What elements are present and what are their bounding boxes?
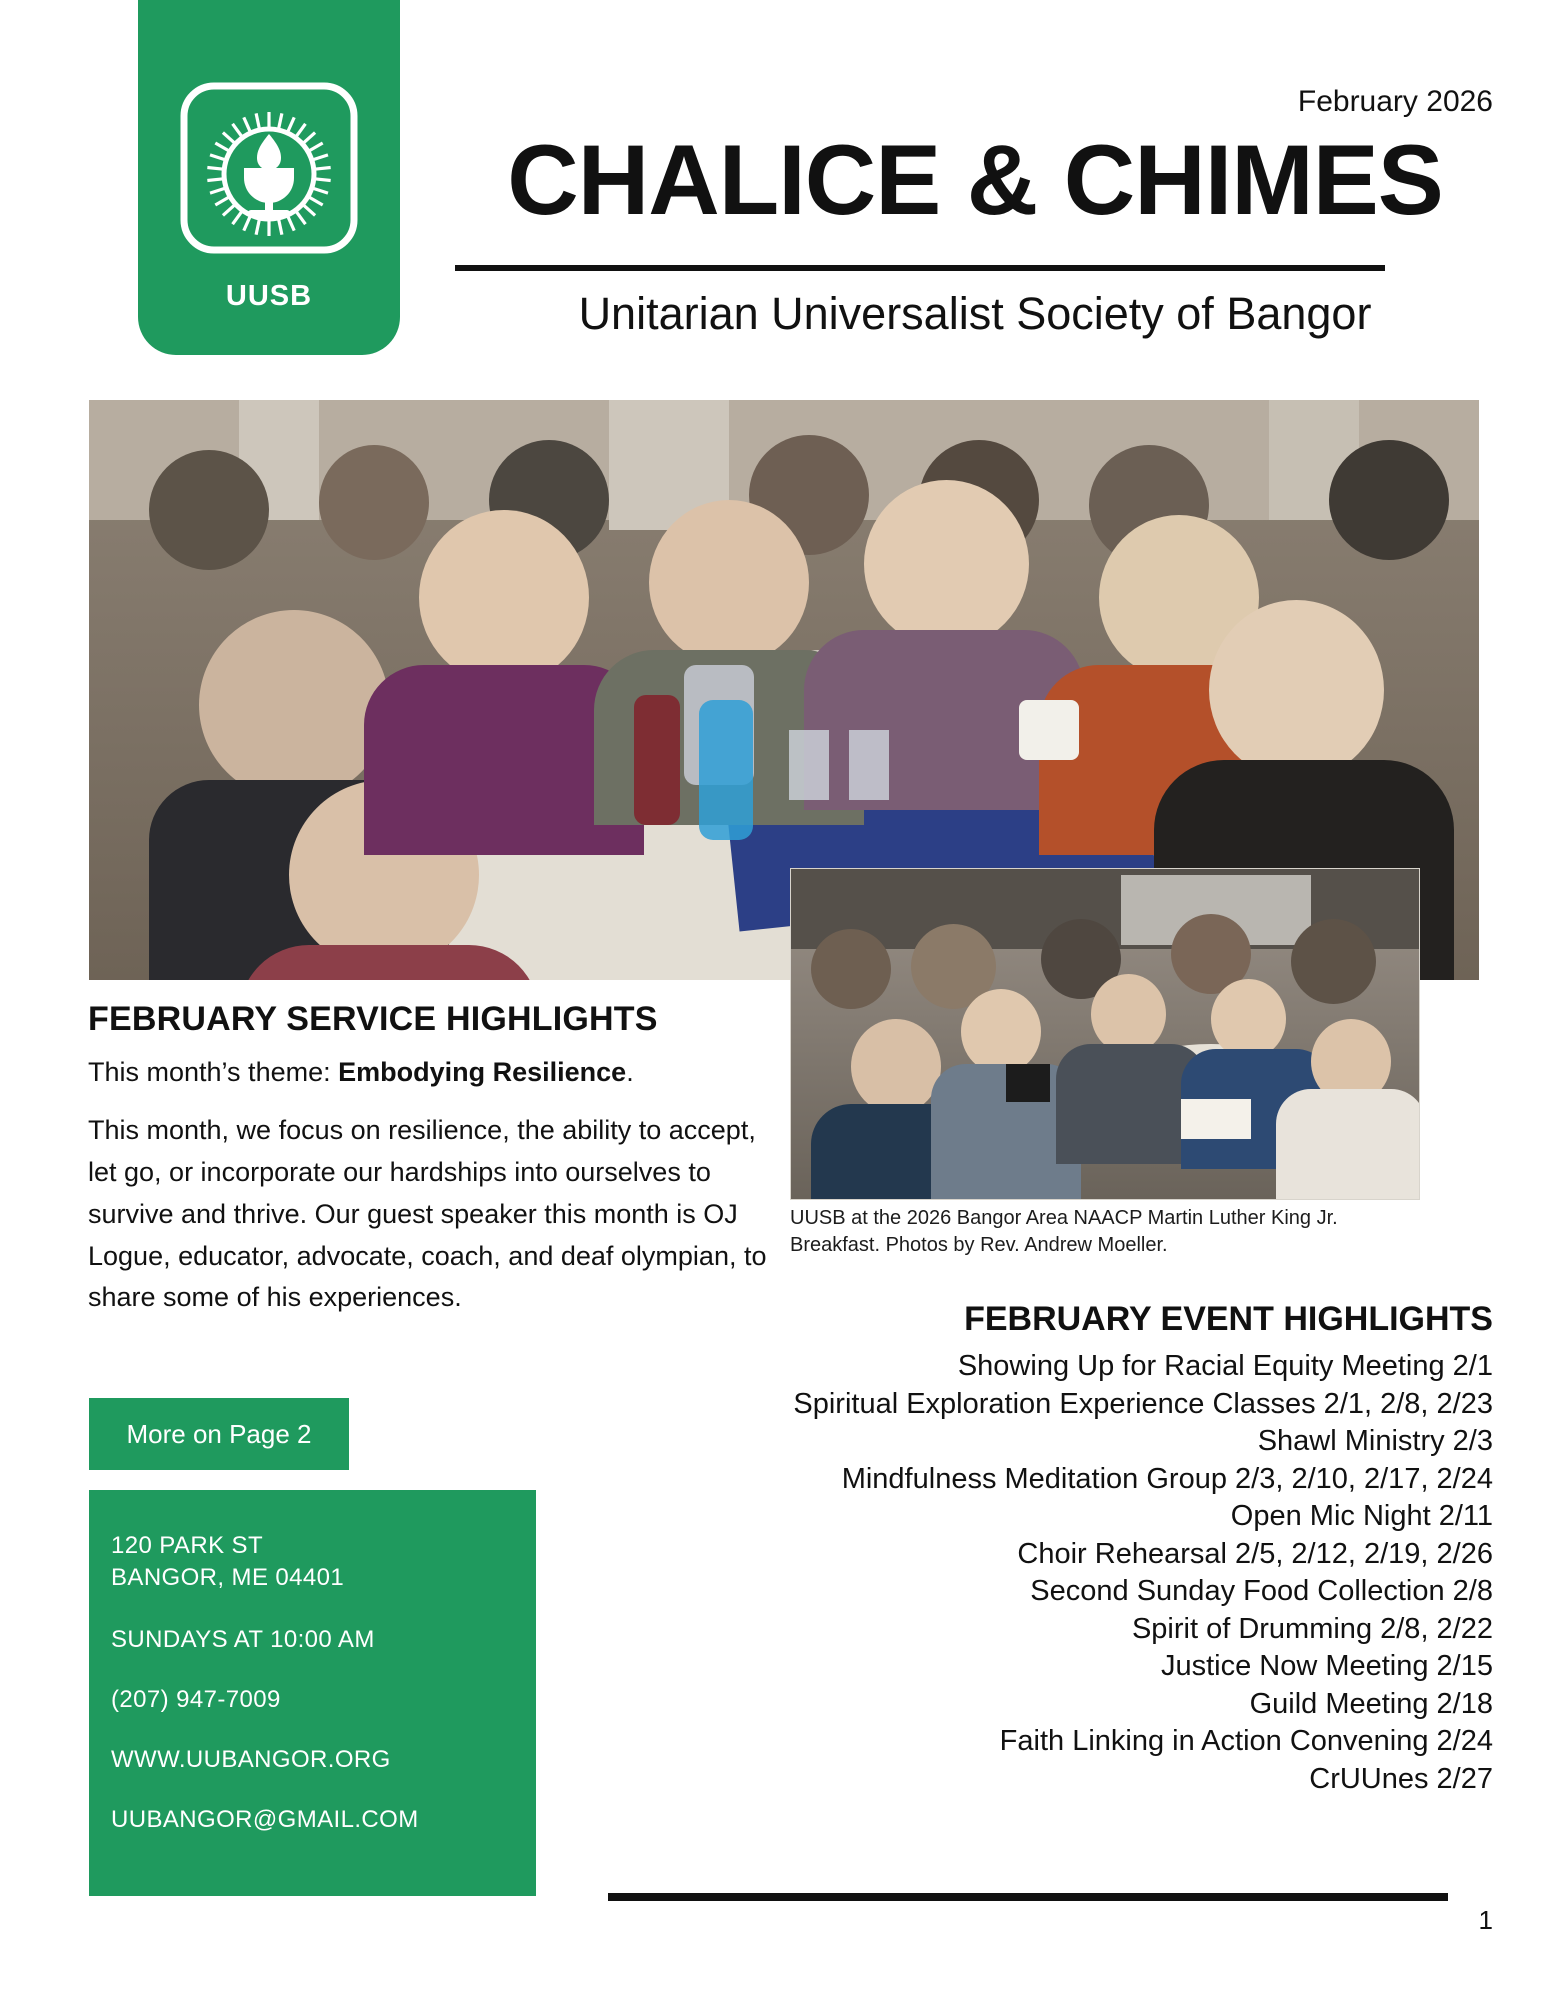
service-theme-prefix: This month’s theme:	[88, 1057, 339, 1087]
service-theme-suffix: .	[626, 1057, 634, 1087]
contact-address-line1: 120 PARK ST	[111, 1532, 264, 1559]
service-body-text: This month, we focus on resilience, the ability to accept, let go, or incorporate our hardships into ourselves to survive and thrive. Our guest speaker this month is OJ Logue, educator, advocate, coach, and deaf olympian, to share some of his experiences.	[88, 1115, 767, 1313]
list-item: Spirit of Drumming 2/8, 2/22	[1131, 1612, 1493, 1645]
list-item: Open Mic Night 2/11	[1230, 1500, 1493, 1533]
contact-phone[interactable]: (207) 947-7009	[111, 1686, 281, 1713]
list-item: Justice Now Meeting 2/15	[1160, 1650, 1493, 1683]
list-item: CrUUnes 2/27	[1309, 1763, 1493, 1796]
service-theme-name: Embodying Resilience	[338, 1057, 627, 1087]
contact-info-box	[89, 1490, 536, 1896]
footer-divider	[608, 1893, 1448, 1901]
logo-text: UUSB	[225, 280, 313, 312]
chalice-flame-icon	[174, 82, 364, 254]
list-item: Faith Linking in Action Convening 2/24	[999, 1725, 1493, 1758]
contact-service-time: SUNDAYS AT 10:00 AM	[111, 1626, 375, 1653]
list-item: Choir Rehearsal 2/5, 2/12, 2/19, 2/26	[1017, 1537, 1493, 1570]
more-on-page-2-button[interactable]	[89, 1398, 349, 1470]
event-highlights-heading: FEBRUARY EVENT HIGHLIGHTS	[964, 1300, 1493, 1338]
list-item: Shawl Ministry 2/3	[1257, 1425, 1493, 1458]
contact-email[interactable]: UUBANGOR@GMAIL.COM	[111, 1806, 419, 1833]
contact-website[interactable]: WWW.UUBANGOR.ORG	[111, 1746, 391, 1773]
title-divider	[455, 265, 1385, 271]
contact-address-line2: BANGOR, ME 04401	[111, 1564, 345, 1591]
organization-name: Unitarian Universalist Society of Bangor	[578, 288, 1372, 339]
uusb-logo-badge	[138, 0, 400, 355]
list-item: Showing Up for Racial Equity Meeting 2/1	[957, 1350, 1493, 1382]
issue-date: February 2026	[1297, 85, 1493, 118]
event-highlights-list	[593, 1348, 1493, 1799]
photo-caption: UUSB at the 2026 Bangor Area NAACP Martin Luther King Jr. Breakfast. Photos by Rev. Andrew Moeller.	[790, 1207, 1338, 1256]
list-item: Guild Meeting 2/18	[1249, 1687, 1493, 1720]
more-on-page-2-label: More on Page 2	[126, 1418, 312, 1449]
list-item: Second Sunday Food Collection 2/8	[1030, 1575, 1493, 1608]
page-number: 1	[1478, 1905, 1493, 1935]
list-item: Mindfulness Meditation Group 2/3, 2/10, 2/17, 2/24	[841, 1462, 1493, 1495]
list-item: Spiritual Exploration Experience Classes 2/1, 2/8, 2/23	[793, 1387, 1493, 1420]
service-theme-line	[88, 1052, 788, 1093]
service-highlights-heading: FEBRUARY SERVICE HIGHLIGHTS	[88, 1000, 658, 1038]
newsletter-title: CHALICE & CHIMES	[507, 124, 1443, 235]
inset-photo-naacp-breakfast	[790, 868, 1420, 1200]
masthead	[0, 0, 1545, 372]
